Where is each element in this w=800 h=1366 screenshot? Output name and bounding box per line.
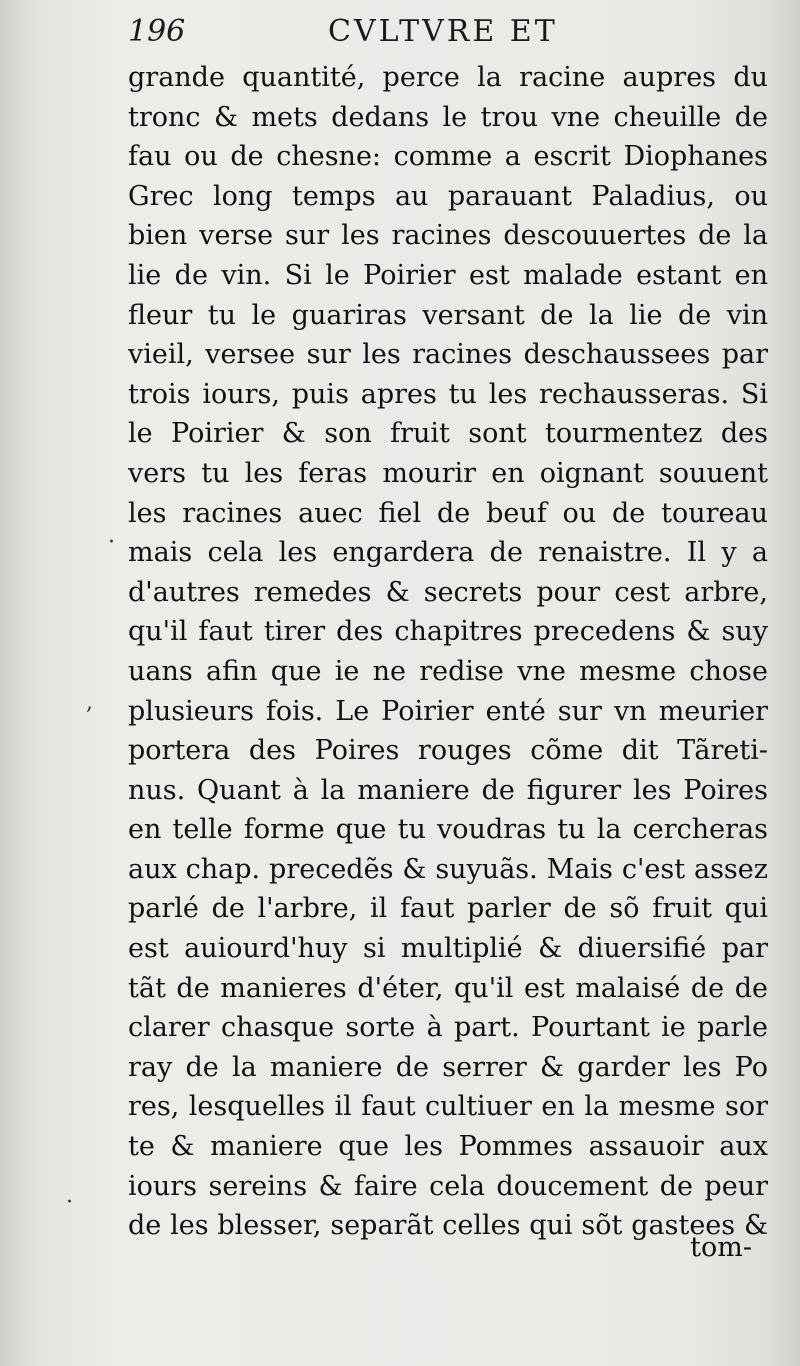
- text-line: ray de la maniere de serrer & garder les Po: [128, 1051, 768, 1083]
- text-line: uans afin que ie ne redise vne mesme chose: [128, 655, 768, 687]
- text-line: les racines auec fiel de beuf ou de toureau: [128, 497, 768, 529]
- margin-stroke-mark: ,: [86, 690, 93, 715]
- text-line: portera des Poires rouges cõme dit Tãreti-: [128, 735, 768, 767]
- page-number: 196: [128, 14, 186, 49]
- text-line: parlé de l'arbre, il faut parler de sõ fruit qui: [128, 893, 768, 925]
- text-line: lie de vin. Si le Poirier est malade estant en: [128, 259, 768, 291]
- text-line: est auiourd'huy si multiplié & diuersifié par: [128, 933, 768, 965]
- margin-dot-mark: ·: [108, 530, 115, 555]
- text-line: vieil, versee sur les racines deschaussees par: [128, 339, 768, 371]
- text-line: bien verse sur les racines descouuertes de la: [128, 220, 768, 252]
- text-line: grande quantité, perce la racine aupres du: [128, 62, 768, 93]
- text-line: iours sereins & faire cela doucement de peur: [128, 1170, 768, 1202]
- text-line: clarer chasque sorte à part. Pourtant ie parle: [128, 1012, 768, 1044]
- page-header: [128, 10, 768, 56]
- text-line: fleur tu le guariras versant de la lie de vin: [128, 299, 768, 331]
- margin-dot-mark: ·: [66, 1190, 73, 1215]
- text-line: le Poirier & son fruit sont tourmentez des: [128, 418, 768, 450]
- text-line: d'autres remedes & secrets pour cest arbre,: [128, 576, 768, 608]
- text-line: Grec long temps au parauant Paladius, ou: [128, 180, 768, 212]
- text-line: mais cela les engardera de renaistre. Il y a: [128, 537, 768, 569]
- text-line: en telle forme que tu voudras tu la cercheras: [128, 814, 768, 846]
- catchword: tom-: [690, 1232, 752, 1263]
- text-line: fau ou de chesne: comme a escrit Diophanes: [128, 141, 768, 173]
- text-line: vers tu les feras mourir en oignant souuent: [128, 457, 768, 489]
- text-line: aux chap. precedẽs & suyuãs. Mais c'est assez: [128, 853, 768, 885]
- text-line: plusieurs fois. Le Poirier enté sur vn meurier: [128, 695, 768, 727]
- text-line: trois iours, puis apres tu les rechausseras. Si: [128, 378, 768, 410]
- text-line: tãt de manieres d'éter, qu'il est malaisé de de: [128, 972, 768, 1004]
- text-line: qu'il faut tirer des chapitres precedens & suy: [128, 616, 768, 648]
- text-line: res, lesquelles il faut cultiuer en la mesme sor: [128, 1091, 768, 1123]
- text-line: tronc & mets dedans le trou vne cheuille de: [128, 101, 768, 133]
- running-head: CVLTVRE ET: [328, 14, 558, 49]
- text-line: nus. Quant à la maniere de figurer les Poires: [128, 774, 768, 806]
- text-line: de les blesser, separãt celles qui sõt gastees &: [128, 1210, 768, 1242]
- body-text: [128, 58, 768, 1246]
- text-line: te & maniere que les Pommes assauoir aux: [128, 1131, 768, 1163]
